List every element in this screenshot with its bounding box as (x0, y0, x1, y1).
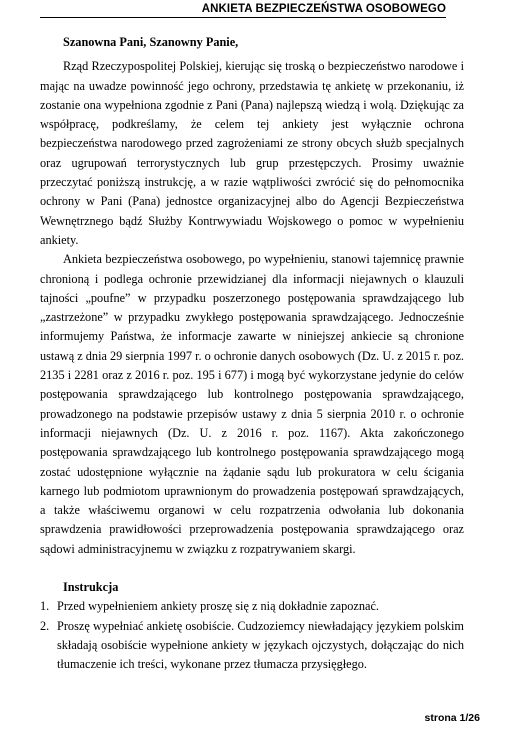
header-divider (40, 17, 446, 18)
salutation: Szanowna Pani, Szanowny Panie, (63, 35, 239, 49)
instructions-list (40, 597, 464, 674)
page-number: strona 1/26 (424, 712, 480, 724)
instruction-number: 2. (40, 618, 50, 633)
instruction-item (40, 617, 464, 675)
instructions-heading: Instrukcja (63, 580, 119, 595)
document-header-title: ANKIETA BEZPIECZEŃSTWA OSOBOWEGO (201, 3, 446, 15)
confidentiality-paragraph: Ankieta bezpieczeństwa osobowego, po wypełnieniu, stanowi tajemnicę prawnie chronioną i podlega ochronie przewidzianej dla informacji niejawnych o klauzuli tajności „poufne” w przypadku poszerzonego postępowania sprawdzającego lub „zastrzeżone” w przypadku zwykłego postępowania sprawdzającego. Jednocześnie informujemy Państwa, że informacje zawarte w niniejszej ankiecie są chronione ustawą z dnia 29 sierpnia 1997 r. o ochronie danych osobowych (Dz. U. z 2015 r. poz. 2135 i 2281 oraz z 2016 r. poz. 195 i 677) i mogą być wykorzystane jedynie do celów postępowania sprawdzającego lub kontrolnego postępowania sprawdzającego, prowadzonego na podstawie przepisów ustawy z dnia 5 sierpnia 2010 r. o ochronie informacji niejawnych (Dz. U. z 2016 r. poz. 1167). Akta zakończonego postępowania sprawdzającego lub kontrolnego postępowania sprawdzającego mogą zostać udostępnione wyłącznie na żądanie sądu lub prokuratora w celu ścigania karnego lub podmiotom uprawnionym do prowadzenia postępowań sprawdzających, a także właściwemu organowi w celu rozpatrzenia odwołania lub dokonania sprawdzenia prawidłowości przeprowadzenia postępowania sprawdzającego oraz sądowi administracyjnemu w związku z rozpatrywaniem skargi. (40, 252, 464, 556)
instruction-text: Proszę wypełniać ankietę osobiście. Cudzoziemcy niewładający językiem polskim składają osobiście wypełnione ankiety w językach ojczystych, dołączając do nich tłumaczenie ich treści, wykonane przez tłumacza przysięgłego. (57, 618, 464, 672)
instruction-number: 1. (40, 599, 50, 614)
intro-paragraph: Rząd Rzeczypospolitej Polskiej, kierując się troską o bezpieczeństwo narodowe i mając na uwadze powinność jego ochrony, przedstawia tę ankietę w przekonaniu, iż zostanie ona wypełniona zgodnie z Pani (Pana) najlepszą wiedzą i wolą. Dziękując za współpracę, podkreślamy, że celem tej ankiety jest wyłącznie ochrona bezpieczeństwa narodowego przed zagrożeniami ze strony obcych służb specjalnych oraz ugrupowań terrorystycznych lub grup przestępczych. Prosimy uważnie przeczytać poniższą instrukcję, a w razie wątpliwości zwrócić się do pełnomocnika ochrony w Pani (Pana) jednostce organizacyjnej albo do Agencji Bezpieczeństwa Wewnętrznego bądź Służby Kontrwywiadu Wojskowego o pomoc w wypełnieniu ankiety. (40, 59, 464, 247)
document-body (40, 33, 464, 675)
instruction-text: Przed wypełnieniem ankiety proszę się z nią dokładnie zapoznać. (57, 599, 379, 614)
instruction-item (40, 597, 464, 616)
